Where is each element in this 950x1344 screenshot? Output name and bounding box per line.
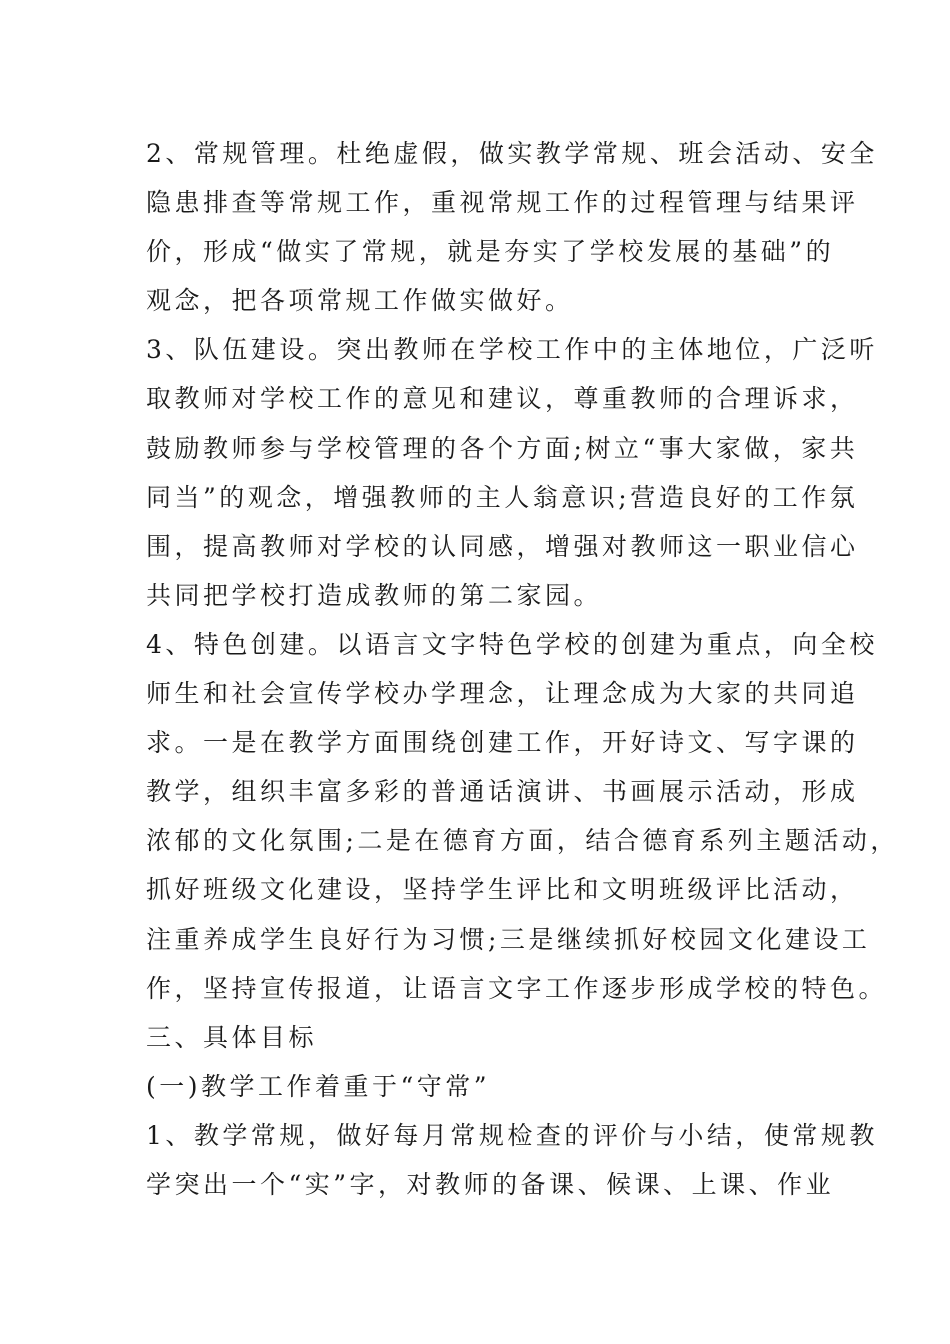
text-line: 价，形成“做实了常规，就是夯实了学校发展的基础”的 — [146, 237, 835, 267]
text-line: 隐患排查等常规工作，重视常规工作的过程管理与结果评 — [146, 188, 859, 218]
text-line: 教学，组织丰富多彩的普通话演讲、书画展示活动，形成 — [146, 777, 859, 807]
text-line: 共同把学校打造成教师的第二家园。 — [146, 580, 603, 610]
text-line: 取教师对学校工作的意见和建议，尊重教师的合理诉求， — [146, 384, 859, 414]
document-body — [146, 129, 899, 1209]
text-line: 同当”的观念，增强教师的主人翁意识;营造良好的工作氛 — [146, 482, 859, 512]
text-line: 4、特色创建。以语言文字特色学校的创建为重点，向全校 — [146, 629, 878, 659]
section-heading: 三、具体目标 — [146, 1022, 318, 1052]
text-line: 作，坚持宣传报道，让语言文字工作逐步形成学校的特色。 — [146, 973, 888, 1003]
text-line: 学突出一个“实”字，对教师的备课、候课、上课、作业 — [146, 1169, 835, 1199]
text-line: 浓郁的文化氛围;二是在德育方面，结合德育系列主题活动， — [146, 826, 899, 856]
text-line: 2、常规管理。杜绝虚假，做实教学常规、班会活动、安全 — [146, 139, 878, 168]
text-line: 抓好班级文化建设，坚持学生评比和文明班级评比活动， — [146, 875, 859, 905]
subsection-heading: (一)教学工作着重于“守常” — [146, 1071, 491, 1101]
text-line: 注重养成学生良好行为习惯;三是继续抓好校园文化建设工 — [146, 924, 871, 954]
text-line: 鼓励教师参与学校管理的各个方面;树立“事大家做，家共 — [146, 433, 859, 463]
text-line: 求。一是在教学方面围绕创建工作，开好诗文、写字课的 — [146, 728, 859, 758]
text-line: 3、队伍建设。突出教师在学校工作中的主体地位，广泛听 — [146, 335, 878, 365]
text-line: 观念，把各项常规工作做实做好。 — [146, 286, 574, 316]
text-line: 师生和社会宣传学校办学理念，让理念成为大家的共同追 — [146, 679, 859, 709]
text-line: 1、教学常规，做好每月常规检查的评价与小结，使常规教 — [146, 1120, 878, 1150]
text-line: 围，提高教师对学校的认同感，增强对教师这一职业信心 — [146, 531, 859, 561]
